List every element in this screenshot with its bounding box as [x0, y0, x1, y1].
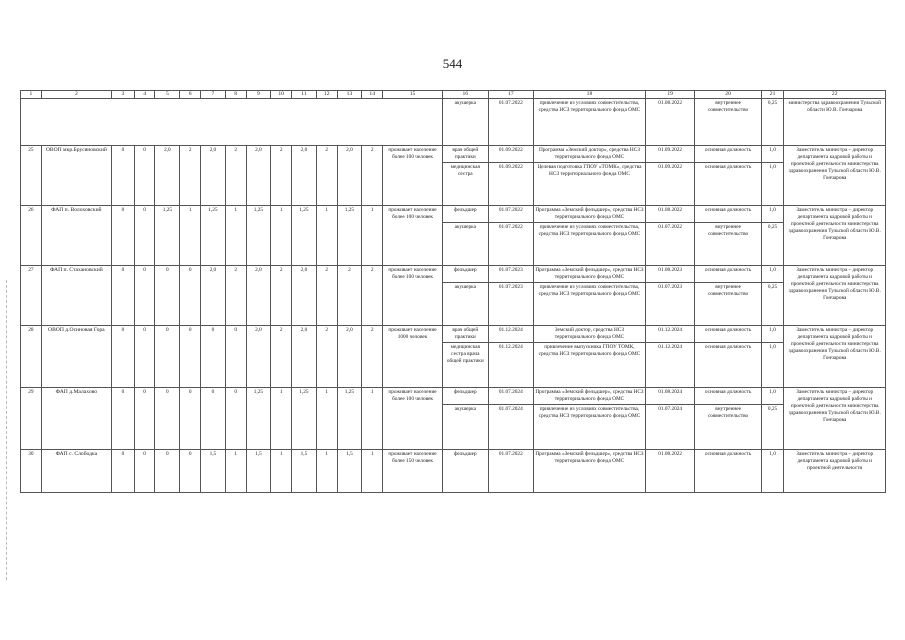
facility-name: ФАП п. Стахановский	[41, 266, 111, 326]
staff-value: 2	[316, 146, 337, 206]
rate-cell: 1,0	[761, 146, 784, 163]
column-number: 3	[112, 91, 135, 99]
date-start-cell: 01.07.2022	[488, 223, 534, 266]
column-number: 5	[155, 91, 180, 99]
source-cell: Программа «Земский фельдшер», средства НСЗ территориального фонда ОМС	[534, 450, 646, 493]
staff-value: 1,25	[246, 206, 271, 266]
responsible-cell: Заместитель министра – директор департамента кадровой работы и проектной деятельности министерства здравоохранения Тульской области Ю.В. Гончарова	[784, 326, 886, 388]
facility-name: ОВОП мкр.Брусяновский	[41, 146, 111, 206]
date-end-cell: 01.07.2024	[645, 405, 695, 450]
staff-value: 1	[271, 206, 292, 266]
staff-value: 2	[337, 266, 362, 326]
employment-type-cell: основная должность	[695, 266, 761, 283]
rate-cell: 1,0	[761, 326, 784, 343]
employment-type-cell: внутреннее совместительство	[695, 99, 761, 146]
employment-type-cell: основная должность	[695, 388, 761, 405]
staff-value: 0	[112, 326, 135, 388]
staff-value: 1,25	[155, 206, 180, 266]
staff-value: 0	[112, 450, 135, 493]
position-cell: акушерка	[443, 405, 489, 450]
margin-line	[6, 280, 8, 580]
staff-value: 1,25	[337, 388, 362, 450]
staff-value: 0	[134, 206, 155, 266]
source-cell: привлечение из условиях совместительства, средства НСЗ территориального фонда ОМС	[534, 405, 646, 450]
position-cell: акушерка	[443, 223, 489, 266]
population-cell: проживает население более 100 человек	[383, 206, 443, 266]
source-cell: привлечение выпускника ГПОУ ТОМК, средства НСЗ территориального фонда ОМС	[534, 343, 646, 388]
staff-value: 1	[271, 450, 292, 493]
date-start-cell: 01.09.2022	[488, 146, 534, 163]
staff-value: 2	[271, 146, 292, 206]
staff-value: 0	[200, 326, 225, 388]
staff-value: 0	[155, 388, 180, 450]
staff-value: 2	[316, 326, 337, 388]
column-number: 20	[695, 91, 761, 99]
population-cell: проживает население более 100 человек	[383, 146, 443, 206]
employment-type-cell: внутреннее совместительство	[695, 223, 761, 266]
source-cell: привлечение из условиях совместительства, средства НСЗ территориального фонда ОМС	[534, 283, 646, 326]
facility-name: ОВОП д.Осиновая Гора	[41, 326, 111, 388]
responsible-cell: Заместитель министра – директор департамента кадровой работы и проектной деятельности министерства здравоохранения Тульской области Ю.В. Гончарова	[784, 266, 886, 326]
source-cell: Земский доктор, средства НСЗ территориального фонда ОМС	[534, 326, 646, 343]
table-row	[21, 326, 886, 343]
employment-type-cell: внутреннее совместительство	[695, 405, 761, 450]
staff-value: 1,25	[246, 388, 271, 450]
staff-value: 1,25	[292, 206, 317, 266]
staff-value: 1,5	[292, 450, 317, 493]
date-end-cell: 01.08.2022	[645, 206, 695, 223]
position-cell: фельдшер	[443, 206, 489, 223]
date-start-cell: 01.07.2022	[488, 450, 534, 493]
table-row	[21, 450, 886, 493]
staff-value: 2,0	[200, 266, 225, 326]
position-cell: акушерка	[443, 283, 489, 326]
date-end-cell: 01.09.2022	[645, 146, 695, 163]
position-cell: медицинская сестра	[443, 163, 489, 206]
staff-value: 2,0	[200, 146, 225, 206]
staffing-table	[20, 90, 886, 493]
staff-value: 1	[180, 206, 201, 266]
source-cell: Программа «Земский фельдшер», средства НСЗ территориального фонда ОМС	[534, 206, 646, 223]
population-cell: проживает население более 100 человек	[383, 388, 443, 450]
column-number: 15	[383, 91, 443, 99]
staff-value: 2	[225, 146, 246, 206]
staff-value: 1	[225, 206, 246, 266]
column-number: 10	[271, 91, 292, 99]
staff-value: 2	[362, 146, 383, 206]
staff-value: 0	[200, 388, 225, 450]
source-cell: Программа «Земский доктор», средства НСЗ территориального фонда ОМС	[534, 146, 646, 163]
staff-value: 1,5	[337, 450, 362, 493]
staff-value: 0	[225, 326, 246, 388]
staff-value: 1	[316, 388, 337, 450]
table-row	[21, 206, 886, 223]
facility-name: ФАП д.Малахово	[41, 388, 111, 450]
date-end-cell: 01.07.2023	[645, 283, 695, 326]
column-number: 16	[443, 91, 489, 99]
responsible-cell: Заместитель министра – директор департамента кадровой работы и проектной деятельности	[784, 450, 886, 493]
column-number: 12	[316, 91, 337, 99]
rate-cell: 1,0	[761, 343, 784, 388]
staff-value: 0	[134, 450, 155, 493]
staff-value: 0	[134, 266, 155, 326]
table-row	[21, 266, 886, 283]
position-cell: врач общей практики	[443, 326, 489, 343]
column-number: 11	[292, 91, 317, 99]
position-cell: фельдшер	[443, 450, 489, 493]
source-cell: Целевая подготовка ГПОУ «ТОМК», средства НСЗ территориального фонда ОМС	[534, 163, 646, 206]
staff-value: 0	[155, 266, 180, 326]
staff-value: 2,0	[246, 146, 271, 206]
staff-value: 2	[271, 266, 292, 326]
facility-name: ФАП с. Слободка	[41, 450, 111, 493]
staff-value: 1	[362, 450, 383, 493]
staff-value: 2,0	[292, 146, 317, 206]
source-cell: Программа «Земский фельдшер», средства НСЗ территориального фонда ОМС	[534, 388, 646, 405]
responsible-cell: министерства здравоохранения Тульской области Ю.В. Гончарова	[784, 99, 886, 146]
column-number: 8	[225, 91, 246, 99]
column-number: 17	[488, 91, 534, 99]
column-number: 7	[200, 91, 225, 99]
table-row	[21, 388, 886, 405]
page-number: 544	[442, 56, 463, 71]
date-start-cell: 01.07.2022	[488, 99, 534, 146]
employment-type-cell: основная должность	[695, 343, 761, 388]
staff-value: 1	[362, 388, 383, 450]
staff-value: 0	[155, 326, 180, 388]
staff-value: 2,0	[292, 326, 317, 388]
responsible-cell: Заместитель министра – директор департамента кадровой работы и проектной деятельности министерства здравоохранения Тульской области Ю.В. Гончарова	[784, 388, 886, 450]
blank-cell	[21, 99, 443, 146]
rate-cell: 1,0	[761, 206, 784, 223]
staff-value: 2	[271, 326, 292, 388]
staff-value: 2,0	[337, 326, 362, 388]
staff-value: 2,0	[155, 146, 180, 206]
date-start-cell: 01.07.2023	[488, 266, 534, 283]
staff-value: 0	[112, 388, 135, 450]
staff-value: 0	[134, 146, 155, 206]
staff-value: 1	[271, 388, 292, 450]
rate-cell: 0,25	[761, 223, 784, 266]
date-end-cell: 01.08.2023	[645, 266, 695, 283]
staff-value: 2	[225, 266, 246, 326]
rate-cell: 1,0	[761, 450, 784, 493]
population-cell: проживает население более 150 человек	[383, 450, 443, 493]
date-start-cell: 01.07.2024	[488, 405, 534, 450]
staff-value: 2,0	[246, 266, 271, 326]
staff-value: 0	[180, 326, 201, 388]
column-number: 19	[645, 91, 695, 99]
staff-value: 0	[180, 388, 201, 450]
staff-value: 2	[316, 266, 337, 326]
staff-value: 0	[225, 388, 246, 450]
staff-value: 1,25	[292, 388, 317, 450]
date-end-cell: 01.12.2024	[645, 326, 695, 343]
staff-value: 2,0	[337, 146, 362, 206]
date-end-cell: 01.09.2022	[645, 163, 695, 206]
staff-value: 2,0	[246, 326, 271, 388]
date-end-cell: 01.08.2024	[645, 388, 695, 405]
date-start-cell: 01.07.2023	[488, 283, 534, 326]
column-number: 14	[362, 91, 383, 99]
position-cell: медицинская сестра врача общей практики	[443, 343, 489, 388]
column-number: 18	[534, 91, 646, 99]
source-cell: Программа «Земский фельдшер», средства НСЗ территориального фонда ОМС	[534, 266, 646, 283]
employment-type-cell: основная должность	[695, 146, 761, 163]
column-number: 21	[761, 91, 784, 99]
rate-cell: 0,25	[761, 99, 784, 146]
staff-value: 1	[316, 206, 337, 266]
table-row	[21, 146, 886, 163]
date-start-cell: 01.07.2022	[488, 206, 534, 223]
date-end-cell: 01.08.2022	[645, 450, 695, 493]
date-start-cell: 01.09.2022	[488, 163, 534, 206]
staff-value: 2,0	[292, 266, 317, 326]
staff-value: 0	[134, 326, 155, 388]
row-number: 28	[21, 326, 42, 388]
employment-type-cell: основная должность	[695, 326, 761, 343]
staff-value: 0	[112, 266, 135, 326]
employment-type-cell: основная должность	[695, 163, 761, 206]
employment-type-cell: внутреннее совместительство	[695, 283, 761, 326]
date-end-cell: 01.08.2022	[645, 99, 695, 146]
staff-value: 0	[134, 388, 155, 450]
responsible-cell: Заместитель министра – директор департамента кадровой работы и проектной деятельности министерства здравоохранения Тульской области Ю.В. Гончарова	[784, 206, 886, 266]
staff-value: 0	[112, 206, 135, 266]
responsible-cell: Заместитель министра – директор департамента кадровой работы и проектной деятельности министерства здравоохранения Тульской области Ю.В. Гончарова	[784, 146, 886, 206]
column-number: 6	[180, 91, 201, 99]
date-end-cell: 01.12.2024	[645, 343, 695, 388]
staff-value: 1	[225, 450, 246, 493]
population-cell: проживает население более 100 человек	[383, 266, 443, 326]
position-cell: врач общей практики	[443, 146, 489, 163]
source-cell: привлечение из условиях совместительства, средства НСЗ территориального фонда ОМС	[534, 223, 646, 266]
staff-value: 1,25	[200, 206, 225, 266]
rate-cell: 1,0	[761, 388, 784, 405]
staff-value: 2	[362, 266, 383, 326]
column-number: 1	[21, 91, 42, 99]
date-start-cell: 01.12.2024	[488, 326, 534, 343]
staff-value: 1,25	[337, 206, 362, 266]
row-number: 27	[21, 266, 42, 326]
column-number: 2	[41, 91, 111, 99]
staff-value: 1	[316, 450, 337, 493]
rate-cell: 0,25	[761, 405, 784, 450]
position-cell: акушерка	[443, 99, 489, 146]
population-cell: проживает население 1000 человек	[383, 326, 443, 388]
column-number: 13	[337, 91, 362, 99]
staff-value: 1,5	[246, 450, 271, 493]
date-start-cell: 01.12.2024	[488, 343, 534, 388]
rate-cell: 1,0	[761, 266, 784, 283]
staff-value: 1,5	[200, 450, 225, 493]
employment-type-cell: основная должность	[695, 450, 761, 493]
staff-value: 0	[112, 146, 135, 206]
staff-value: 1	[362, 206, 383, 266]
row-number: 29	[21, 388, 42, 450]
staff-value: 2	[180, 146, 201, 206]
rate-cell: 1,0	[761, 163, 784, 206]
staff-value: 0	[155, 450, 180, 493]
position-cell: фельдшер	[443, 388, 489, 405]
row-number: 26	[21, 206, 42, 266]
row-number: 25	[21, 146, 42, 206]
staff-value: 2	[362, 326, 383, 388]
source-cell: привлечение из условиях совместительства, средства НСЗ территориального фонда ОМС	[534, 99, 646, 146]
table-row	[21, 99, 886, 146]
employment-type-cell: основная должность	[695, 206, 761, 223]
header-row	[21, 91, 886, 99]
facility-name: ФАП п. Волоховский	[41, 206, 111, 266]
staff-value: 0	[180, 450, 201, 493]
position-cell: фельдшер	[443, 266, 489, 283]
column-number: 22	[784, 91, 886, 99]
date-start-cell: 01.07.2024	[488, 388, 534, 405]
staff-value: 0	[180, 266, 201, 326]
rate-cell: 0,25	[761, 283, 784, 326]
column-number: 9	[246, 91, 271, 99]
row-number: 30	[21, 450, 42, 493]
column-number: 4	[134, 91, 155, 99]
date-end-cell: 01.07.2022	[645, 223, 695, 266]
